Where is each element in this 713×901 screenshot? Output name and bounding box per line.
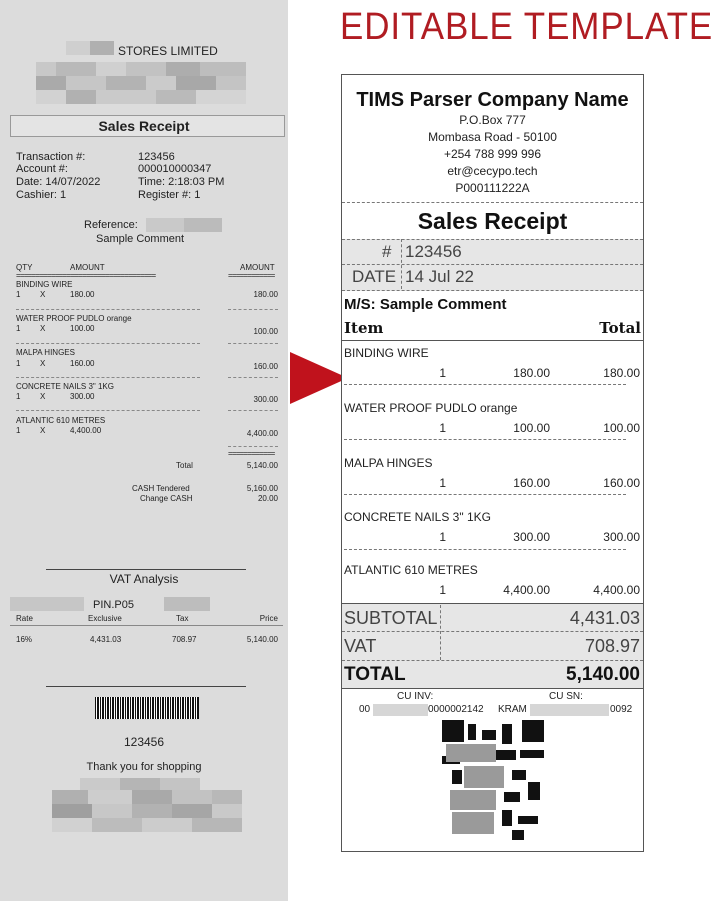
tpl-item-name[interactable]: MALPA HINGES [344, 456, 433, 470]
cu-inv-label: CU INV: [397, 691, 434, 702]
barcode-image [95, 697, 199, 719]
store-name: STORES LIMITED [118, 44, 218, 58]
reference-label: Reference: [84, 219, 138, 231]
total-label: TOTAL [344, 664, 406, 685]
tpl-item-total[interactable]: 180.00 [603, 366, 640, 380]
orig-item-qty: 1 [16, 290, 21, 299]
redacted-cu-sn [530, 704, 609, 716]
tpl-item-qty[interactable]: 1 [439, 583, 446, 597]
vat-label: VAT [344, 636, 377, 656]
total-equals: ============ [228, 449, 275, 458]
tpl-item-name[interactable]: ATLANTIC 610 METRES [344, 563, 478, 577]
vat-col-price: Price [259, 614, 278, 623]
col-qty: QTY [16, 263, 33, 272]
vat-row-price: 5,140.00 [246, 635, 278, 644]
orig-total-value: 5,140.00 [246, 461, 278, 470]
number-value[interactable]: 123456 [405, 242, 462, 261]
cash-tendered-label: CASH Tendered [132, 484, 190, 493]
orig-item-name: CONCRETE NAILS 3" 1KG [16, 382, 114, 391]
template-receipt [341, 74, 644, 852]
cu-inv-suffix[interactable]: 0000002142 [428, 704, 484, 715]
total-value[interactable]: 5,140.00 [566, 664, 640, 685]
orig-item-name: MALPA HINGES [16, 348, 75, 357]
email-line[interactable]: etr@cecypo.tech [447, 164, 538, 178]
orig-item-price: 4,400.00 [70, 426, 102, 435]
equals-left: ==================================== [16, 271, 156, 280]
tpl-item-name[interactable]: WATER PROOF PUDLO orange [344, 401, 518, 415]
receipt-title: Sales Receipt [98, 118, 190, 134]
thanks-text: Thank you for shopping [86, 761, 202, 773]
tpl-item-qty[interactable]: 1 [439, 366, 446, 380]
redacted-reference [146, 218, 222, 232]
orig-item-qty: 1 [16, 392, 21, 401]
tpl-item-total[interactable]: 4,400.00 [593, 583, 640, 597]
tpl-item-total[interactable]: 300.00 [603, 530, 640, 544]
vat-col-rate: Rate [16, 614, 33, 623]
orig-item-qty: 1 [16, 426, 21, 435]
template-title[interactable]: Sales Receipt [417, 208, 568, 234]
editable-template-heading: EDITABLE TEMPLATE [340, 6, 713, 48]
transaction-value: 123456 [138, 151, 175, 163]
vat-analysis-title: VAT Analysis [109, 572, 179, 586]
orig-item-x: X [40, 392, 46, 401]
col-amount-left: AMOUNT [70, 263, 105, 272]
orig-item-amount: 300.00 [253, 395, 278, 404]
arrow-right-icon [290, 352, 348, 404]
orig-item-x: X [40, 290, 46, 299]
orig-item-price: 160.00 [70, 359, 95, 368]
orig-total-label: Total [176, 461, 193, 470]
barcode-number: 123456 [123, 735, 165, 749]
orig-item-qty: 1 [16, 324, 21, 333]
subtotal-value[interactable]: 4,431.03 [569, 608, 640, 628]
orig-item-name: WATER PROOF PUDLO orange [16, 314, 132, 323]
tpl-item-price[interactable]: 4,400.00 [503, 583, 550, 597]
orig-item-amount: 4,400.00 [246, 429, 278, 438]
transaction-label: Transaction #: [16, 151, 86, 163]
account-label: Account #: [16, 163, 68, 175]
col-total: Total [599, 319, 641, 337]
phone-line[interactable]: +254 788 999 996 [443, 147, 542, 161]
vat-col-tax: Tax [176, 614, 189, 623]
orig-item-amount: 180.00 [253, 290, 278, 299]
tpl-item-name[interactable]: CONCRETE NAILS 3" 1KG [344, 510, 491, 524]
orig-item-x: X [40, 324, 46, 333]
tpl-item-price[interactable]: 180.00 [513, 366, 550, 380]
account-value: 000010000347 [138, 163, 212, 175]
redacted-footer [0, 770, 288, 840]
tpl-item-name[interactable]: BINDING WIRE [344, 346, 429, 360]
pin-line[interactable]: P000111222A [455, 181, 530, 195]
tpl-item-total[interactable]: 100.00 [603, 421, 640, 435]
original-receipt-panel [0, 0, 288, 901]
cash-tendered-value: 5,160.00 [246, 484, 278, 493]
reference-comment: Sample Comment [96, 233, 185, 245]
orig-item-name: BINDING WIRE [16, 280, 73, 289]
orig-item-amount: 100.00 [253, 327, 278, 336]
tpl-item-price[interactable]: 100.00 [513, 421, 550, 435]
tpl-item-price[interactable]: 300.00 [513, 530, 550, 544]
time-text: Time: 2:18:03 PM [138, 176, 225, 188]
vat-value[interactable]: 708.97 [584, 636, 640, 656]
vat-col-exclusive: Exclusive [88, 614, 122, 623]
redacted-cu-inv [373, 704, 428, 716]
tpl-item-qty[interactable]: 1 [439, 421, 446, 435]
cu-inv-prefix[interactable]: 00 [359, 704, 371, 715]
col-item: Item [344, 319, 384, 337]
address-line[interactable]: Mombasa Road - 50100 [428, 130, 557, 144]
tpl-item-total[interactable]: 160.00 [603, 476, 640, 490]
date-value[interactable]: 14 Jul 22 [405, 267, 474, 286]
orig-item-name: ATLANTIC 610 METRES [16, 416, 106, 425]
cu-sn-label: CU SN: [549, 691, 583, 702]
cu-sn-prefix[interactable]: KRAM [498, 704, 527, 715]
address-line[interactable]: P.O.Box 777 [459, 113, 526, 127]
vat-row-exclusive: 4,431.03 [90, 635, 122, 644]
equals-right: ============ [228, 271, 275, 280]
register-text: Register #: 1 [138, 189, 201, 201]
cashier-text: Cashier: 1 [16, 189, 67, 201]
orig-item-price: 100.00 [70, 324, 95, 333]
orig-item-price: 300.00 [70, 392, 95, 401]
change-label: Change CASH [140, 494, 193, 503]
orig-item-price: 180.00 [70, 290, 95, 299]
tpl-item-price[interactable]: 160.00 [513, 476, 550, 490]
vat-row-rate: 16% [16, 635, 33, 644]
orig-item-amount: 160.00 [253, 362, 278, 371]
change-value: 20.00 [257, 494, 278, 503]
ms-line[interactable]: M/S: Sample Comment [344, 296, 507, 313]
tpl-item-qty[interactable]: 1 [439, 476, 446, 490]
pin-text: PIN.P05 [93, 599, 134, 611]
orig-item-qty: 1 [16, 359, 21, 368]
orig-item-x: X [40, 426, 46, 435]
tpl-item-qty[interactable]: 1 [439, 530, 446, 544]
number-label: # [382, 242, 392, 261]
date-label: DATE [352, 267, 397, 286]
company-name[interactable]: TIMS Parser Company Name [356, 89, 629, 111]
subtotal-label: SUBTOTAL [344, 608, 438, 628]
orig-item-x: X [40, 359, 46, 368]
vat-row-tax: 708.97 [172, 635, 197, 644]
cu-sn-suffix[interactable]: 0092 [610, 704, 633, 715]
col-amount-right: AMOUNT [240, 263, 275, 272]
qr-code-icon [442, 720, 544, 840]
date-text: Date: 14/07/2022 [16, 176, 101, 188]
